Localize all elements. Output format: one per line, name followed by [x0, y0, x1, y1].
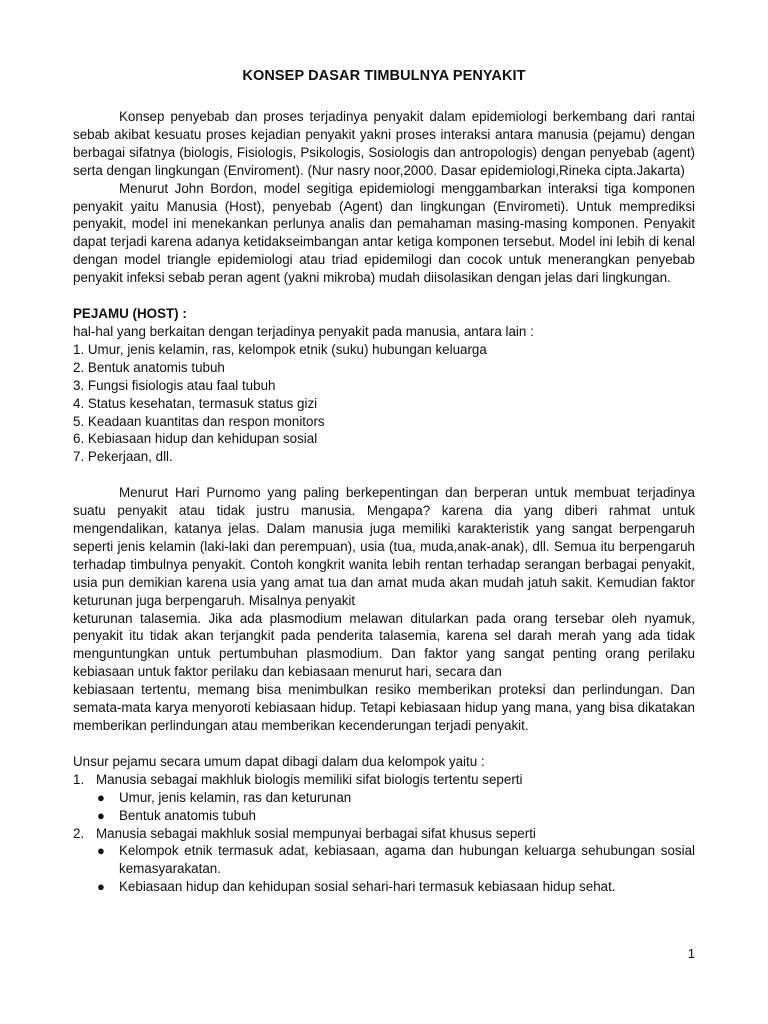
- list-number: 1.: [73, 771, 85, 787]
- bullet-item: [73, 878, 695, 896]
- paragraph-intro: Konsep penyebab dan proses terjadinya penyakit dalam epidemiologi berkembang dari rantai sebab akibat kesuatu proses kejadian penyakit yakni proses interaksi antara manusia (pejamu) dengan berbagai sifatnya (biologis, Fisiologis, Psikologis, Sosiologis dan antropologis) dengan penyebab (agent) serta dengan lingkungan (Enviroment). (Nur nasry noor,2000. Dasar epidemiologi,Rineka cipta.Jakarta): [73, 109, 695, 178]
- list-number: 2.: [73, 825, 85, 841]
- host-factor-list: [73, 341, 695, 466]
- social-bullet-list: [73, 842, 695, 896]
- group-text: Manusia sebagai makhluk biologis memiliki sifat biologis tertentu seperti: [96, 771, 523, 787]
- paragraph-talasemia: keturunan talasemia. Jika ada plasmodium melawan ditularkan pada orang tersebar oleh nyamuk, penyakit itu tidak akan terjangkit pada penderita talasemia, karena sel darah merah yang ada tidak menguntungkan untuk pertumbuhan plasmodium. Dan faktor yang sangat penting orang perilaku kebiasaan untuk faktor perilaku dan kebiasaan menurut hari, secara dan: [73, 610, 695, 680]
- groups-intro: Unsur pejamu secara umum dapat dibagi dalam dua kelompok yaitu :: [73, 753, 485, 769]
- spacer: [73, 287, 695, 305]
- host-intro: hal-hal yang berkaitan dengan terjadinya penyakit pada manusia, antara lain :: [73, 323, 534, 339]
- list-item: 6. Kebiasaan hidup dan kehidupan sosial: [73, 431, 318, 447]
- host-group-list: [73, 771, 695, 789]
- document-page: [73, 68, 695, 896]
- list-item: 3. Fungsi fisiologis atau faal tubuh: [73, 377, 276, 393]
- list-item: 5. Keadaan kuantitas dan respon monitors: [73, 413, 325, 429]
- list-item: 2. Bentuk anatomis tubuh: [73, 359, 225, 375]
- paragraph-hari-purnomo: Menurut Hari Purnomo yang paling berkepentingan dan berperan untuk membuat terjadinya suatu penyakit atau tidak justru manusia. Mengapa? karena dia yang diberi rahmat untuk mengendalikan, katanya jelas. Dalam manusia juga memiliki karakteristik yang sangat berpengaruh seperti jenis kelamin (laki-laki dan perempuan), usia (tua, muda,anak-anak), dll. Semua itu berpengaruh terhadap timbulnya penyakit. Contoh kongkrit wanita lebih rentan terhadap serangan berbagai penyakit, usia pun demikian karena usia yang amat tua dan amat muda akan mudah jatuh sakit. Kemudian faktor keturunan juga berpengaruh. Misalnya penyakit: [73, 485, 695, 608]
- group-biological: [73, 771, 695, 789]
- page-number: 1: [687, 946, 695, 961]
- paragraph-habits: kebiasaan tertentu, memang bisa menimbulkan resiko memberikan proteksi dan perlindungan. Dan semata-mata karya menyoroti kebiasaan hidup. Tetapi kebiasaan hidup yang mana, yang bisa dikatakan memberikan perlindungan atau memberikan kecenderungan terjadi penyakit.: [73, 682, 695, 733]
- host-group-list: [73, 825, 695, 843]
- bullet-text: Kelompok etnik termasuk adat, kebiasaan, agama dan hubungan keluarga sehubungan sosial kemasyarakatan.: [119, 843, 695, 877]
- bullet-text: Kebiasaan hidup dan kehidupan sosial sehari-hari termasuk kebiasaan hidup sehat.: [119, 879, 616, 895]
- bullet-text: Umur, jenis kelamin, ras dan keturunan: [119, 789, 352, 805]
- biological-bullet-list: [73, 789, 695, 825]
- bullet-item: [73, 842, 695, 878]
- bullet-icon: ●: [97, 789, 105, 805]
- spacer: [73, 735, 695, 753]
- bullet-text: Bentuk anatomis tubuh: [119, 807, 256, 823]
- list-item: 7. Pekerjaan, dll.: [73, 449, 173, 465]
- paragraph-triad-model: Menurut John Bordon, model segitiga epidemiologi menggambarkan interaksi tiga komponen penyakit yaitu Manusia (Host), penyebab (Agent) dan lingkungan (Envirometi). Untuk memprediksi penyakit, model ini menekankan perlunya analis dan pemahaman masing-masing komponen. Penyakit dapat terjadi karena adanya ketidakseimbangan antar ketiga komponen tersebut. Model ini lebih di kenal dengan model triangle epidemiologi atau triad epidemilogi dan cocok untuk menerangkan penyebab penyakit infeksi sebab peran agent (yakni mikroba) mudah diisolasikan dengan jelas dari lingkungan.: [73, 180, 695, 286]
- bullet-item: [73, 807, 695, 825]
- list-item: 1. Umur, jenis kelamin, ras, kelompok etnik (suku) hubungan keluarga: [73, 341, 487, 357]
- group-text: Manusia sebagai makhluk sosial mempunyai berbagai sifat khusus seperti: [96, 825, 536, 841]
- bullet-icon: ●: [97, 807, 105, 823]
- bullet-item: [73, 789, 695, 807]
- group-social: [73, 825, 695, 843]
- host-heading: PEJAMU (HOST) :: [73, 306, 187, 322]
- list-item: 4. Status kesehatan, termasuk status gizi: [73, 395, 318, 411]
- spacer: [73, 466, 695, 484]
- document-title: KONSEP DASAR TIMBULNYA PENYAKIT: [242, 68, 526, 84]
- bullet-icon: ●: [97, 843, 105, 859]
- bullet-icon: ●: [97, 879, 105, 895]
